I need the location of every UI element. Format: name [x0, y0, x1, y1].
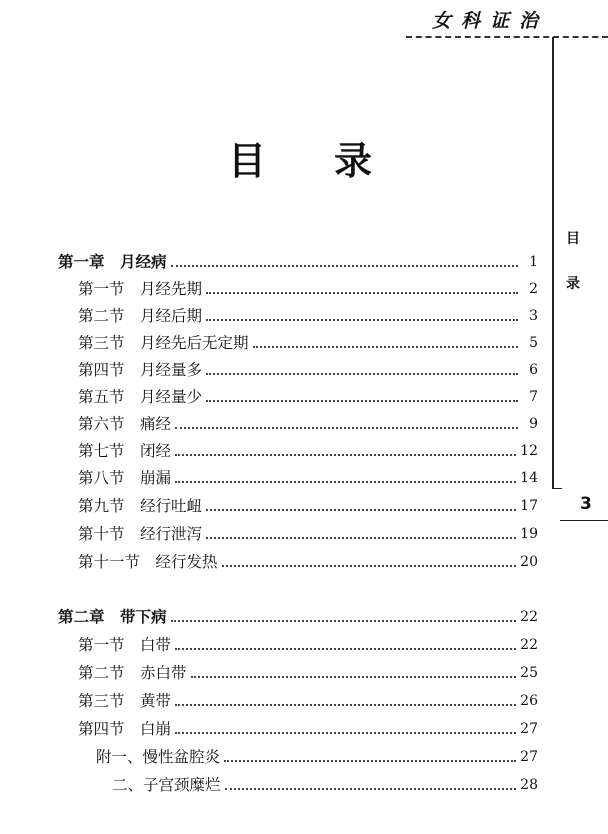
side-label-1: 目 — [566, 231, 580, 247]
toc-entry-label: 第十一节 经行发热 — [78, 553, 218, 571]
page-number: 3 — [580, 494, 592, 514]
toc-entry[interactable] — [78, 691, 538, 711]
toc-entry[interactable] — [78, 468, 538, 488]
side-vertical-rule — [552, 37, 554, 489]
dot-leader — [175, 732, 516, 734]
toc-entry[interactable] — [78, 279, 538, 299]
toc-entry[interactable] — [78, 524, 538, 544]
dot-leader — [171, 620, 517, 622]
toc-entry[interactable] — [58, 607, 538, 627]
toc-entry-label: 附一、慢性盆腔炎 — [96, 748, 221, 766]
side-label-2: 录 — [566, 276, 580, 292]
dot-leader — [225, 788, 517, 790]
dot-leader — [253, 346, 518, 348]
side-bracket-foot — [552, 488, 562, 489]
toc-entry[interactable] — [78, 306, 538, 326]
toc-entry[interactable] — [78, 333, 538, 353]
toc-entry-page: 1 — [529, 254, 538, 270]
toc-entry[interactable] — [78, 663, 538, 683]
toc-entry-page: 26 — [520, 693, 538, 709]
toc-entry-page: 22 — [520, 609, 538, 625]
toc-entry-page: 14 — [520, 470, 538, 486]
toc-entry-label: 第五节 月经量少 — [78, 388, 203, 406]
toc-entry[interactable] — [58, 252, 538, 272]
dot-leader — [206, 509, 516, 511]
title-char-1: 目 — [228, 139, 267, 183]
toc-entry-label: 第二节 赤白带 — [78, 664, 187, 682]
title-char-2: 录 — [334, 139, 373, 183]
toc-entry-label: 第一节 月经先期 — [78, 280, 203, 298]
toc-entry[interactable] — [78, 387, 538, 407]
toc-entry-label: 第九节 经行吐衄 — [78, 497, 203, 515]
dot-leader — [222, 565, 517, 567]
header-dashed-rule — [406, 36, 608, 38]
toc-entry[interactable] — [78, 719, 538, 739]
dot-leader — [206, 292, 518, 294]
dot-leader — [191, 676, 517, 678]
toc-entry[interactable] — [78, 552, 538, 572]
toc-entry-page: 17 — [520, 498, 538, 514]
toc-entry-page: 6 — [529, 362, 538, 378]
toc-entry[interactable] — [78, 635, 538, 655]
toc-entry-page: 22 — [520, 637, 538, 653]
toc-entry[interactable] — [78, 414, 538, 434]
dot-leader — [175, 648, 516, 650]
running-header: 女科证治 — [432, 10, 549, 32]
page-number-rule — [560, 520, 608, 521]
toc-entry-label: 第二章 带下病 — [58, 608, 167, 626]
toc-entry-page: 20 — [520, 554, 538, 570]
dot-leader — [171, 265, 518, 267]
toc-entry-label: 第六节 痛经 — [78, 415, 172, 433]
toc-entry-label: 第一章 月经病 — [58, 253, 167, 271]
dot-leader — [224, 760, 516, 762]
toc-entry-label: 二、子宫颈糜烂 — [112, 776, 221, 794]
toc-entry-page: 9 — [529, 416, 538, 432]
dot-leader — [175, 704, 516, 706]
toc-entry-page: 27 — [520, 721, 538, 737]
toc-entry-label: 第三节 黄带 — [78, 692, 172, 710]
toc-entry-label: 第二节 月经后期 — [78, 307, 203, 325]
toc-entry-label: 第八节 崩漏 — [78, 469, 172, 487]
dot-leader — [175, 481, 516, 483]
toc-entry-label: 第四节 月经量多 — [78, 361, 203, 379]
toc-entry-label: 第四节 白崩 — [78, 720, 172, 738]
toc-entry-page: 7 — [529, 389, 538, 405]
toc-entry[interactable] — [112, 775, 538, 795]
toc-entry[interactable] — [96, 747, 538, 767]
dot-leader — [175, 427, 518, 429]
toc-entry[interactable] — [78, 360, 538, 380]
dot-leader — [206, 373, 518, 375]
toc-entry[interactable] — [78, 441, 538, 461]
dot-leader — [206, 400, 518, 402]
dot-leader — [206, 319, 518, 321]
toc-entry-page: 27 — [520, 749, 538, 765]
page-title — [228, 130, 372, 185]
toc-entry-page: 5 — [529, 335, 538, 351]
toc-entry-page: 25 — [520, 665, 538, 681]
dot-leader — [206, 537, 516, 539]
toc-entry-page: 19 — [520, 526, 538, 542]
toc-entry[interactable] — [78, 496, 538, 516]
toc-entry-page: 12 — [520, 443, 538, 459]
toc-entry-label: 第三节 月经先后无定期 — [78, 334, 249, 352]
toc-entry-label: 第十节 经行泄泻 — [78, 525, 203, 543]
dot-leader — [175, 454, 516, 456]
toc-entry-page: 3 — [529, 308, 538, 324]
toc-entry-label: 第七节 闭经 — [78, 442, 172, 460]
toc-entry-page: 28 — [520, 777, 538, 793]
toc-entry-page: 2 — [529, 281, 538, 297]
toc-entry-label: 第一节 白带 — [78, 636, 172, 654]
